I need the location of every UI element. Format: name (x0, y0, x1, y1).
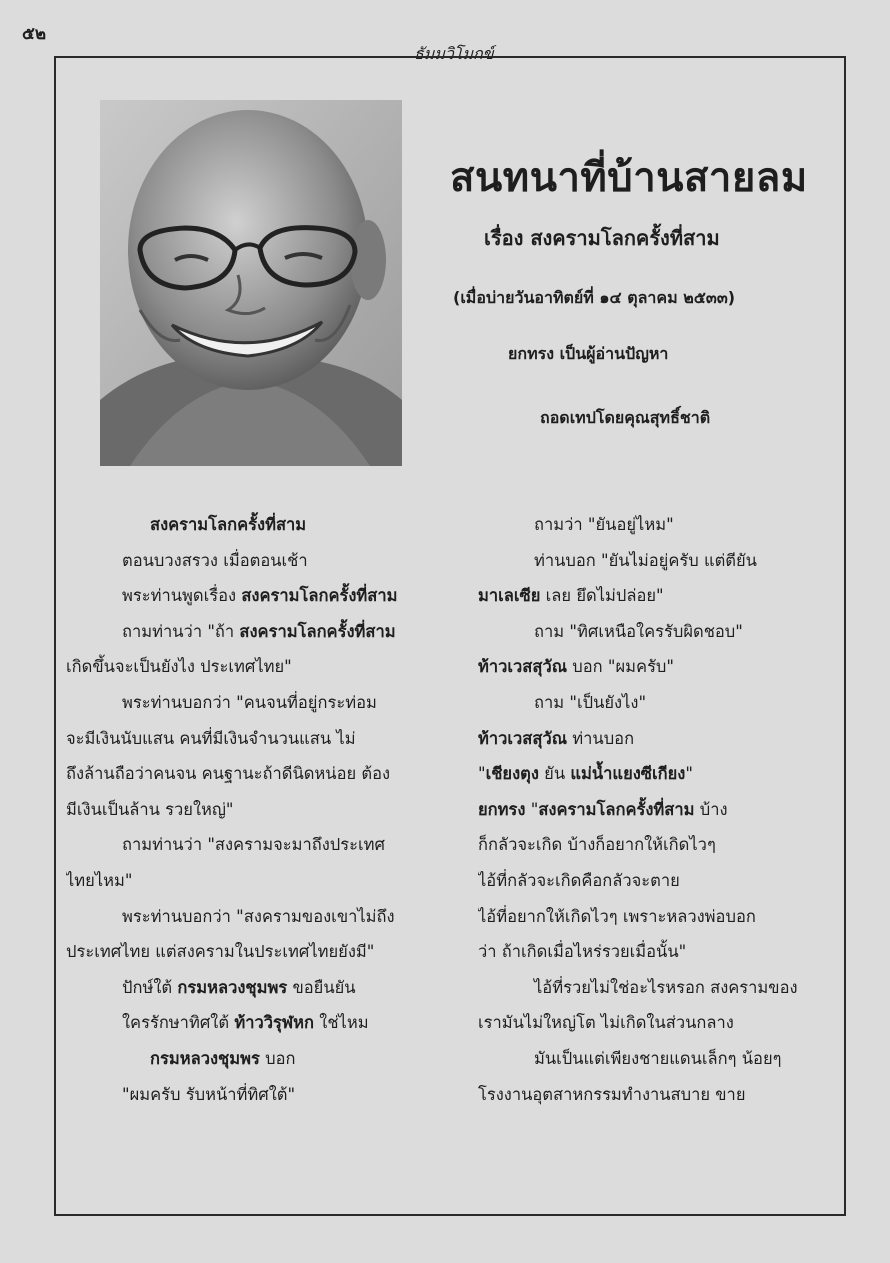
left-column (66, 507, 444, 1112)
text-run: พระท่านบอกว่า "คนจนที่อยู่กระท่อม (122, 692, 377, 712)
text-run: ท่านบอก (567, 728, 635, 748)
text-line (478, 614, 838, 650)
text-line (478, 1005, 838, 1041)
bold-text: กรมหลวงชุมพร (177, 977, 288, 997)
text-run: ประเทศไทย แต่สงครามในประเทศไทยยังมี" (66, 942, 375, 962)
text-line (478, 756, 838, 792)
text-line (478, 1077, 838, 1113)
text-run: มีเงินเป็นล้าน รวยใหญ่" (66, 799, 234, 819)
text-line (66, 543, 444, 579)
text-line (66, 756, 444, 792)
text-run: เกิดขึ้นจะเป็นยังไง ประเทศไทย" (66, 657, 292, 677)
right-column (478, 507, 838, 1112)
text-line (66, 685, 444, 721)
text-run: ตอนบวงสรวง เมื่อตอนเช้า (122, 550, 308, 570)
text-line (478, 827, 838, 863)
text-run: มันเป็นแต่เพียงชายแดนเล็กๆ น้อยๆ (534, 1048, 782, 1068)
bold-text: สงครามโลกครั้งที่สาม (538, 799, 695, 819)
text-run: โรงงานอุตสาหกรรมทำงานสบาย ขาย (478, 1084, 746, 1104)
text-line (478, 1041, 838, 1077)
text-run: บอก (259, 1048, 296, 1068)
bold-text: สงครามโลกครั้งที่สาม (239, 621, 396, 641)
bold-text: ท้าววิรุฬหก (234, 1013, 315, 1033)
bold-text: มาเลเซีย (478, 586, 541, 606)
text-line (478, 970, 838, 1006)
bold-text: กรมหลวงชุมพร (150, 1048, 260, 1068)
monk-portrait (100, 100, 402, 466)
text-line (66, 863, 444, 899)
text-run: ถามว่า "ยันอยู่ไหม" (534, 515, 674, 534)
text-run: บอก "ผมครับ" (567, 657, 674, 677)
text-line (66, 649, 444, 685)
text-line (66, 721, 444, 757)
text-line (66, 578, 444, 614)
article-subtitle: เรื่อง สงครามโลกครั้งที่สาม (484, 226, 720, 250)
text-line (66, 970, 444, 1006)
text-run: ท่านบอก "ยันไม่อยู่ครับ แต่ตียัน (534, 550, 757, 570)
text-run: "ผมครับ รับหน้าที่ทิศใต้" (122, 1084, 296, 1104)
text-run: ถาม "เป็นยังไง" (534, 692, 647, 712)
text-line (66, 934, 444, 970)
text-run: ขอยืนยัน (287, 977, 356, 997)
text-line (66, 507, 444, 543)
bold-text: แม่น้ำแยงซีเกียง (570, 764, 686, 784)
text-run: ใช่ไหม (314, 1013, 369, 1033)
text-run: ถามท่านว่า "ถ้า (122, 621, 240, 641)
text-run: ปักษ์ใต้ (122, 977, 178, 997)
text-line (66, 827, 444, 863)
article-title: สนทนาที่บ้านสายลม (450, 155, 808, 201)
text-line (66, 1005, 444, 1041)
text-line (478, 649, 838, 685)
text-run: ถามท่านว่า "สงครามจะมาถึงประเทศ (122, 835, 385, 855)
text-run: ยัน (538, 764, 571, 784)
article-date: (เมื่อบ่ายวันอาทิตย์ที่ ๑๔ ตุลาคม ๒๕๓๓) (453, 288, 736, 307)
text-run: ถึงล้านถือว่าคนจน คนฐานะถ้าดีนิดหน่อย ต้อง (66, 764, 391, 784)
article-transcriber: ถอดเทปโดยคุณสุทธิ์ชาติ (540, 408, 711, 427)
bold-text: สงครามโลกครั้งที่สาม (241, 586, 398, 606)
text-line (478, 543, 838, 579)
text-run: ไอ้ที่รวยไม่ใช่อะไรหรอก สงครามของ (534, 977, 798, 997)
text-line (478, 507, 838, 543)
text-run: ไทยไหม" (66, 870, 133, 890)
text-line (478, 899, 838, 935)
text-line (66, 1041, 444, 1077)
text-run: " (478, 764, 486, 784)
text-run: ไอ้ที่กลัวจะเกิดคือกลัวจะตาย (478, 870, 680, 890)
page-number: ๕๒ (22, 24, 47, 44)
text-run: " (525, 799, 539, 819)
text-run: ใครรักษาทิศใต้ (122, 1013, 235, 1033)
text-line (66, 899, 444, 935)
text-run: จะมีเงินนับแสน คนที่มีเงินจำนวนแสน ไม่ (66, 728, 356, 748)
text-run: พระท่านบอกว่า "สงครามของเขาไม่ถึง (122, 906, 395, 926)
text-run: เรามันไม่ใหญ่โต ไม่เกิดในส่วนกลาง (478, 1013, 734, 1033)
text-run: ว่า ถ้าเกิดเมื่อไหร่รวยเมื่อนั้น" (478, 942, 687, 962)
text-run: ถาม "ทิศเหนือใครรับผิดชอบ" (534, 621, 743, 641)
text-line (478, 934, 838, 970)
bold-text: ท้าวเวสสุวัณ (478, 657, 568, 677)
text-line (66, 792, 444, 828)
running-title: ธัมมวิโมกข์ (408, 42, 500, 67)
article-reader: ยกทรง เป็นผู้อ่านปัญหา (508, 344, 669, 363)
bold-text: เชียงตุง (485, 764, 539, 784)
text-run: ไอ้ที่อยากให้เกิดไวๆ เพราะหลวงพ่อบอก (478, 906, 756, 926)
text-line (478, 685, 838, 721)
text-line (478, 721, 838, 757)
text-line (478, 578, 838, 614)
text-run: บ้าง (694, 799, 728, 819)
text-run: ก็กลัวจะเกิด บ้างก็อยากให้เกิดไวๆ (478, 835, 716, 855)
text-line (66, 1077, 444, 1113)
text-run: " (685, 764, 693, 784)
bold-text: ท้าวเวสสุวัณ (478, 728, 568, 748)
text-run: เลย ยึดไม่ปล่อย" (540, 586, 664, 606)
bold-text: ยกทรง (478, 799, 526, 819)
text-line (66, 614, 444, 650)
text-line (478, 792, 838, 828)
text-line (478, 863, 838, 899)
text-run: พระท่านพูดเรื่อง (122, 586, 242, 606)
bold-text: สงครามโลกครั้งที่สาม (150, 515, 307, 534)
